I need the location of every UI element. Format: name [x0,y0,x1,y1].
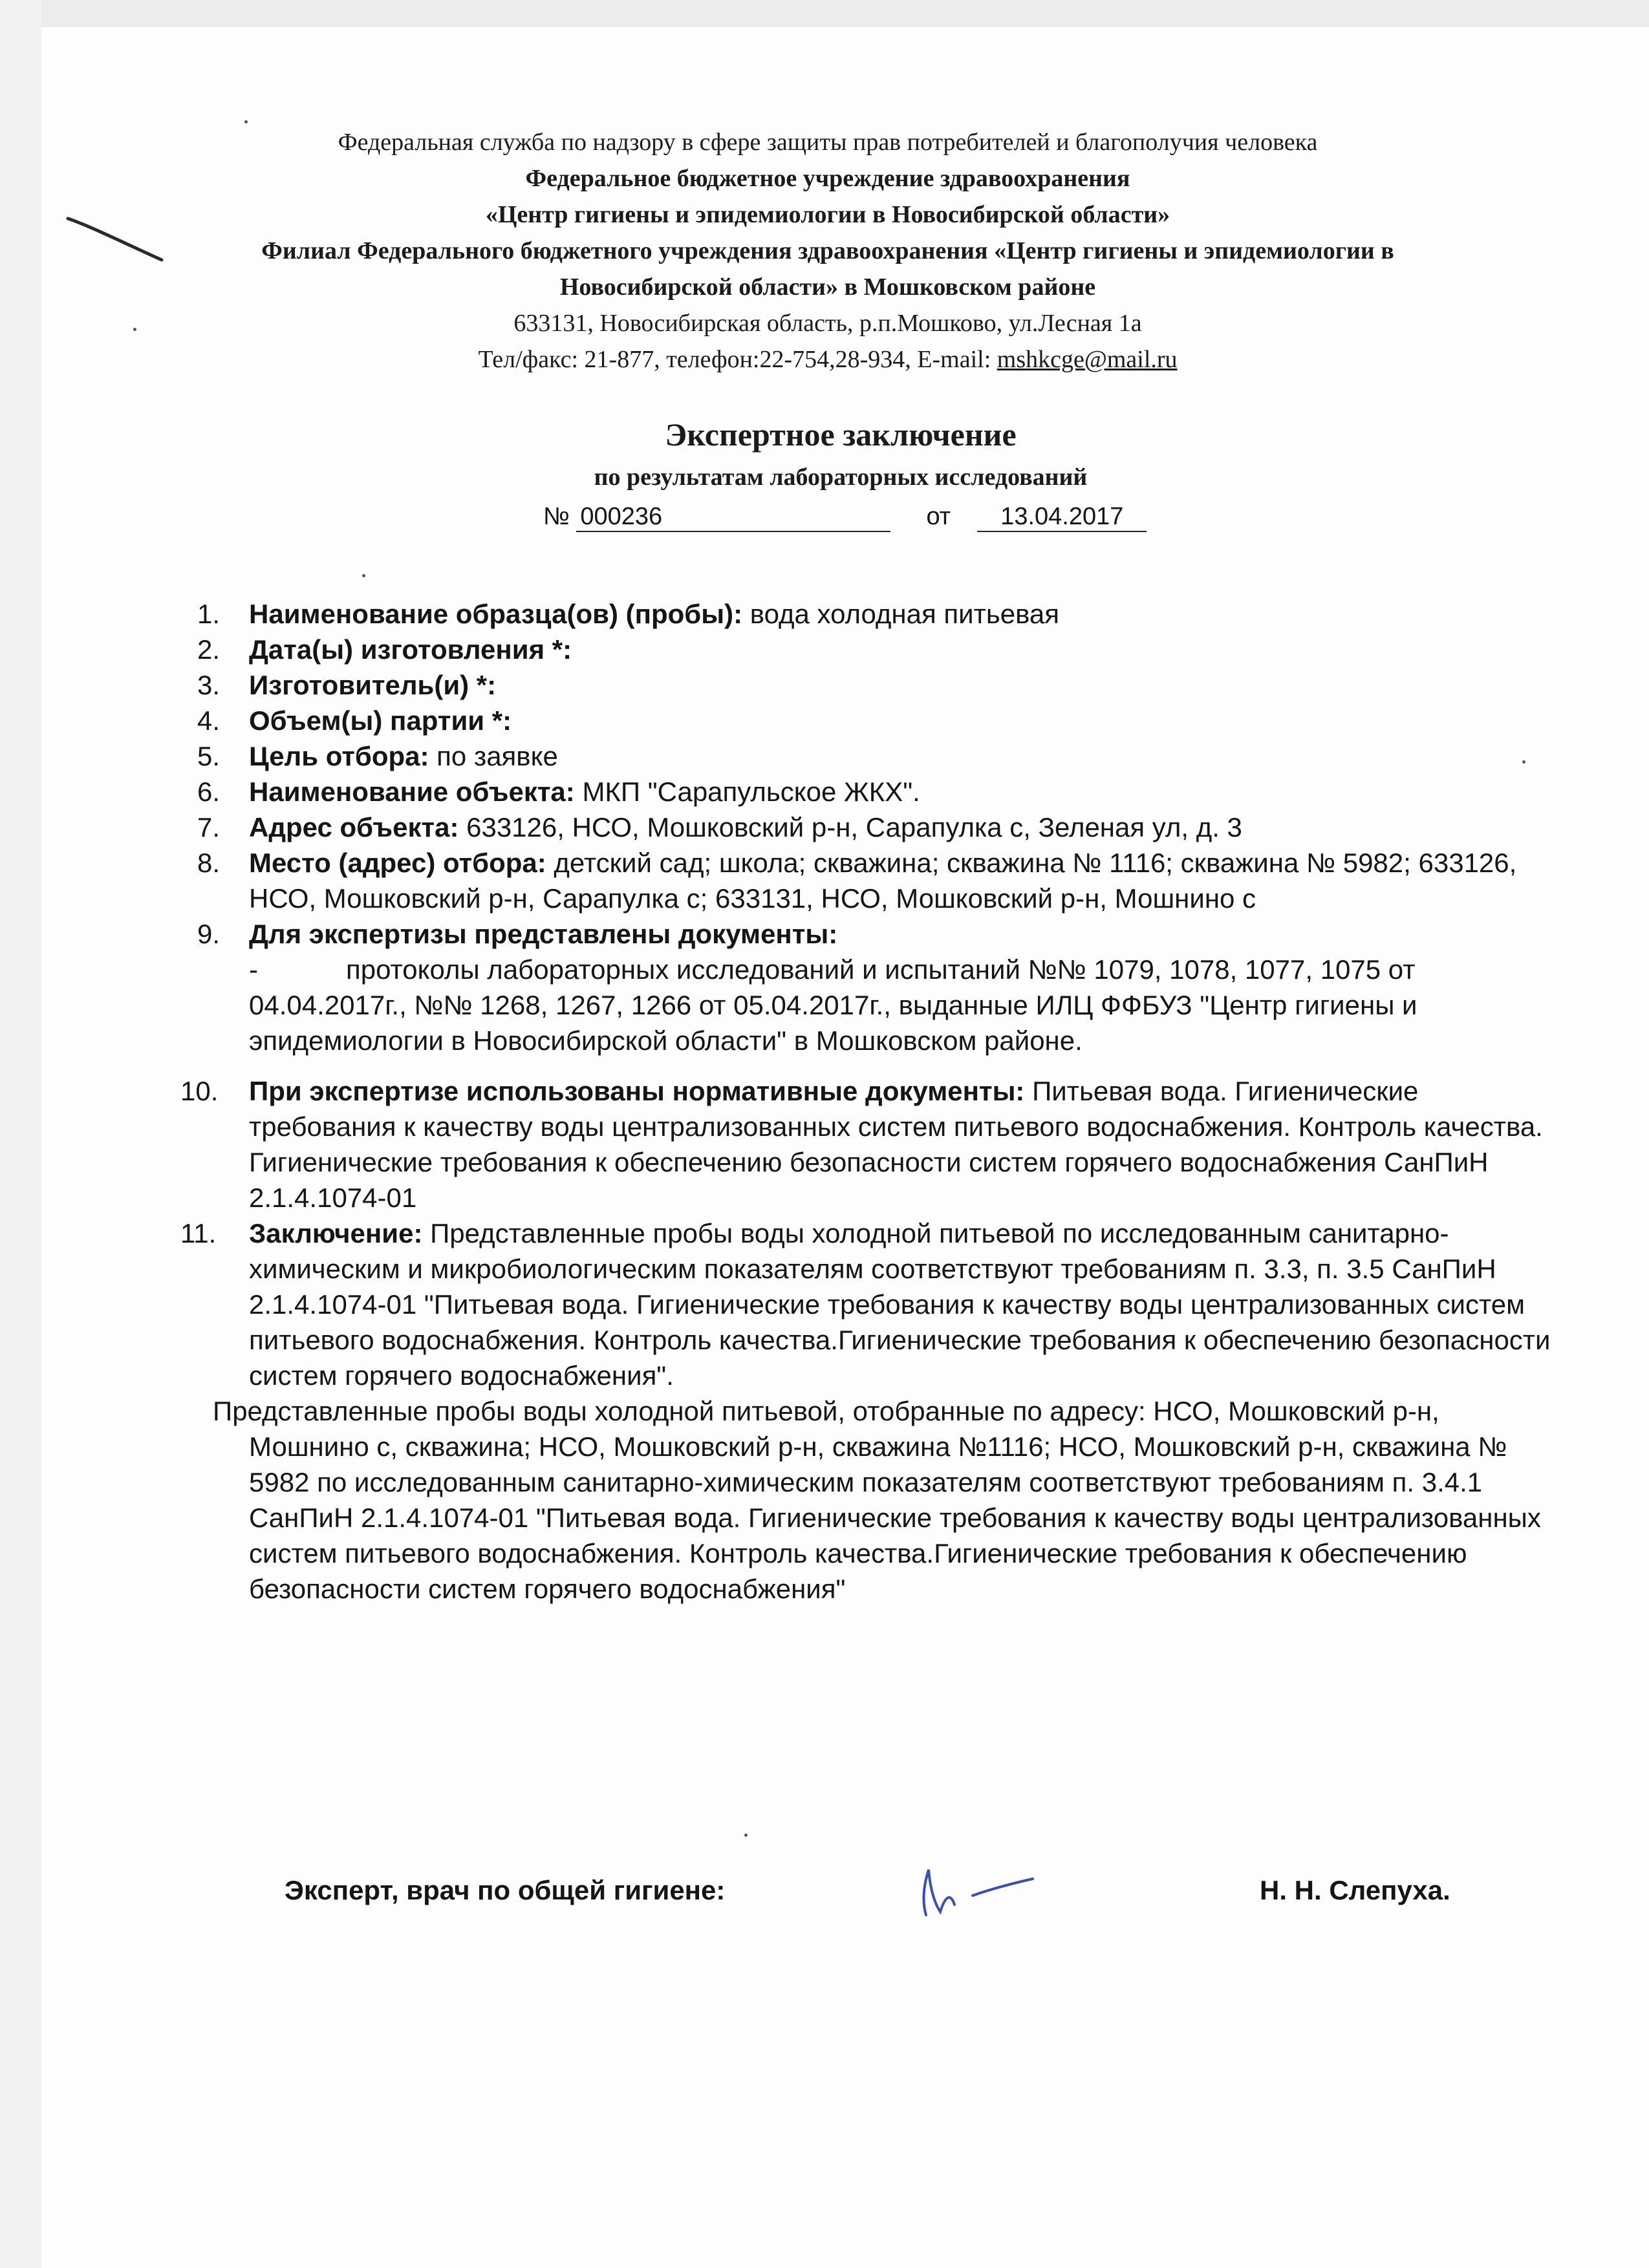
item-number: 1. [197,599,221,629]
number-label: № [543,503,570,530]
letterhead [129,124,1526,378]
item-number: 9. [197,919,221,949]
list-item [197,703,1555,738]
document-title: Экспертное заключение [665,416,1017,453]
branch-name-line1: Филиал Федерального бюджетного учреждения здравоохранения «Центр гигиены и эпидемиологии в [261,237,1394,264]
document-number: 000236 [576,503,890,532]
item-value: Представленные пробы воды холодной питьевой по исследованным санитарно-химическим и микробиологическим показателям соответствуют требованиям п. 3.3, п. 3.5 СанПиН 2.1.4.1074-01 "Питьевая вода. Гигиенические требования к качеству воды централизованных систем питьевого водоснабжения. Контроль качества.Гигиенические требования к обеспечению безопасности систем горячего водоснабжения". [249,1218,1551,1391]
item-label: Дата(ы) изготовления *: [249,634,572,665]
item-number: 6. [197,776,221,807]
scan-speck [362,574,365,577]
signer-name: Н. Н. Слепуха. [1260,1875,1450,1905]
list-item [197,667,1555,703]
list-item [197,774,1555,809]
item-label: Наименование объекта: [249,776,575,807]
list-item [180,1073,1555,1215]
item-label: Адрес объекта: [249,812,459,842]
item-label: Место (адрес) отбора: [249,848,546,878]
item-label: Заключение: [249,1218,423,1248]
date-label: от [926,503,951,530]
document-number-line [543,503,1147,532]
item-value: 633126, НСО, Мошковский р-н, Сарапулка с, Зеленая ул, д. 3 [466,812,1242,842]
item-value: МКП "Сарапульское ЖКХ". [582,776,920,807]
item-number: 2. [197,634,221,665]
branch-name-line2: Новосибирской области» в Мошковском районе [559,273,1096,301]
item-value: детский сад; школа; скважина; скважина № 1116; скважина № 5982; 633126, НСО, Мошковский р-н, Сарапулка с; 633131, НСО, Мошковский р-н, Мошнино с [249,848,1517,914]
item-value: Питьевая вода. Гигиенические требования к качеству воды централизованных систем питьевого водоснабжения. Контроль качества. Гигиенические требования к обеспечению безопасности систем горячего водоснабжения СанПиН 2.1.4.1074-01 [249,1076,1543,1213]
branch-address: 633131, Новосибирская область, р.п.Мошково, ул.Лесная 1а [513,310,1142,337]
item-number: 3. [197,670,221,700]
item-number: 11. [180,1218,217,1248]
agency-name: Федеральная служба по надзору в сфере защиты прав потребителей и благополучия человека [338,129,1318,156]
item-number: 8. [197,848,221,878]
item-number: 4. [197,705,221,736]
list-item [180,1215,1555,1393]
scan-left-edge [0,0,41,2268]
submitted-document [197,952,1555,1058]
list-item [197,632,1555,667]
institution-name-line1: Федеральное бюджетное учреждение здравоохранения [525,165,1130,192]
list-item [197,916,1555,952]
item-label: Объем(ы) партии *: [249,705,512,736]
list-item [197,738,1555,774]
item-label: Наименование образца(ов) (пробы): [249,599,743,629]
scan-top-edge [0,0,1649,27]
submitted-document-text: протоколы лабораторных исследований и испытаний №№ 1079, 1078, 1077, 1075 от 04.04.2017г., №№ 1268, 1267, 1266 от 05.04.2017г., выданные ИЛЦ ФФБУЗ "Центр гигиены и эпидемиологии в Новосибирской области" в Мошковском районе. [249,954,1417,1056]
signature-mark [900,1850,1049,1928]
item-label: Для экспертизы представлены документы: [249,919,838,949]
institution-name-line2: «Центр гигиены и эпидемиологии в Новосибирской области» [485,201,1170,228]
signer-role: Эксперт, врач по общей гигиене: [285,1875,726,1905]
scan-speck [244,120,248,123]
branch-contacts: Тел/факс: 21-877, телефон:22-754,28-934, E-mail: [478,346,991,373]
item-number: 7. [197,812,221,842]
list-item [197,596,1555,632]
item-number: 5. [197,741,221,771]
item-number: 10. [180,1076,219,1106]
list-dash: - [249,954,258,985]
email-link[interactable]: mshkcge@mail.ru [997,346,1178,373]
item-label: Цель отбора: [249,741,429,771]
item-label: Изготовитель(и) *: [249,670,497,700]
item-label: При экспертизе использованы нормативные документы: [249,1076,1025,1106]
list-item [197,845,1555,916]
document-body [180,596,1555,1607]
item-value: по заявке [436,741,558,771]
list-item [197,809,1555,845]
document-subtitle: по результатам лабораторных исследований [594,464,1088,491]
item-value: вода холодная питьевая [749,599,1060,629]
conclusion-extra-paragraph: Представленные пробы воды холодной питьевой, отобранные по адресу: НСО, Мошковский р-н, Мошнино с, скважина; НСО, Мошковский р-н, скважина №1116; НСО, Мошковский р-н, скважина № 5982 по исследованным санитарно-химическим показателям соответствуют требованиям п. 3.4.1 СанПиН 2.1.4.1074-01 "Питьевая вода. Гигиенические требования к качеству воды централизованных систем питьевого водоснабжения. Контроль качества.Гигиенические требования к обеспечению безопасности систем горячего водоснабжения" [213,1396,1541,1604]
document-date: 13.04.2017 [977,503,1147,532]
scan-speck [744,1834,748,1837]
